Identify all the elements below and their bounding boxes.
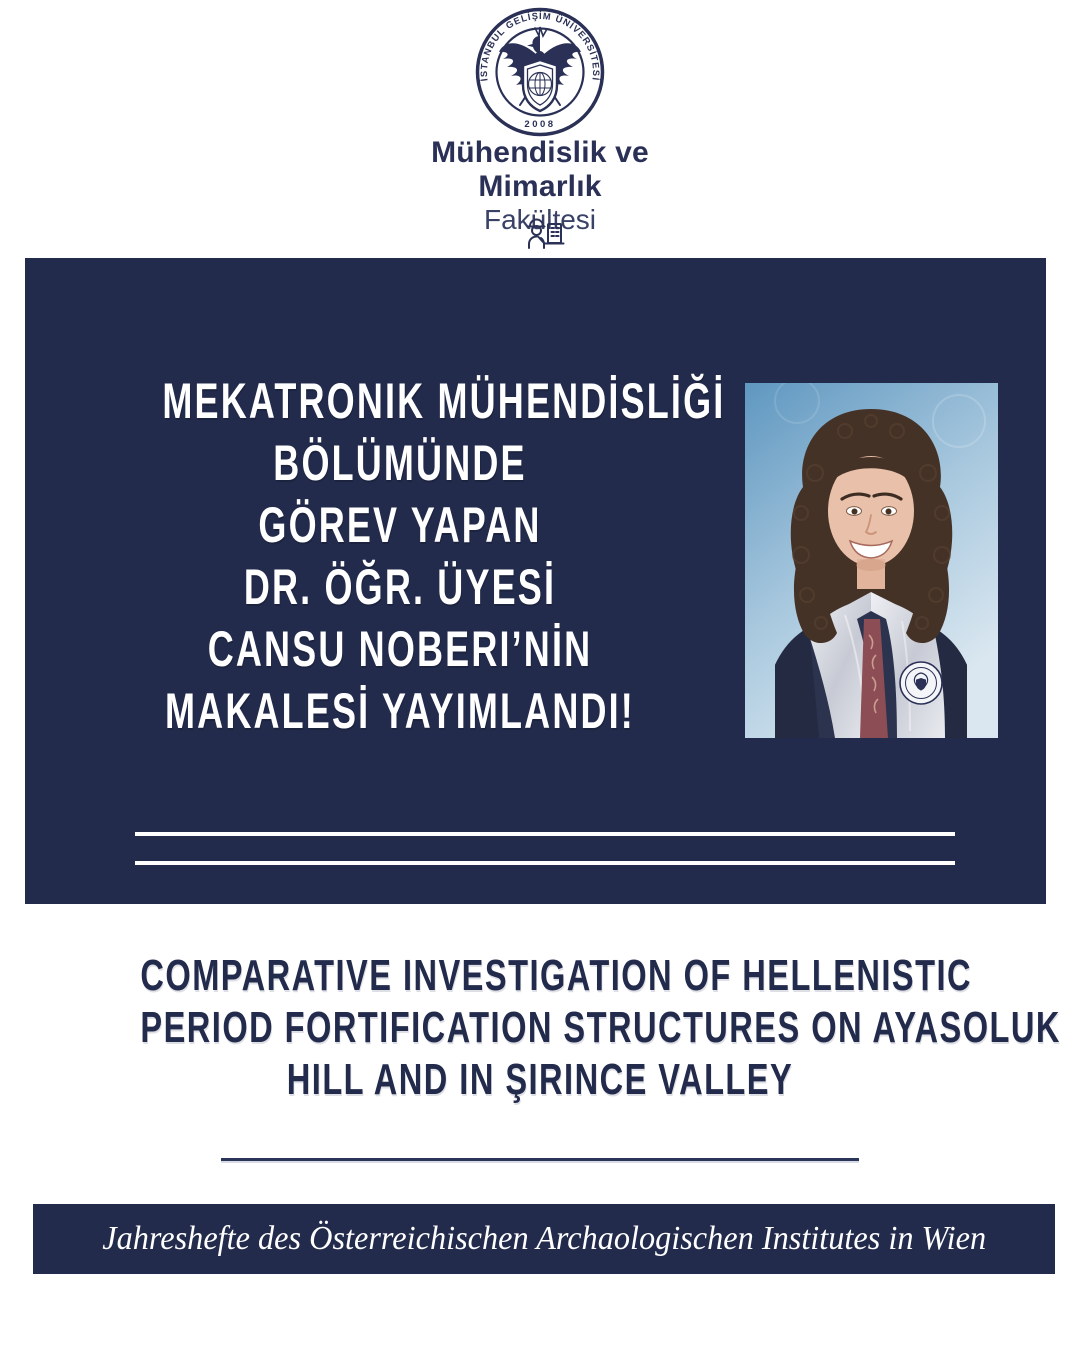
article-title xyxy=(0,950,1080,1106)
article-title-line: COMPARATIVE INVESTIGATION OF HELLENISTIC xyxy=(140,951,973,1000)
announcement-line: DR. ÖĞR. ÜYESİ xyxy=(243,559,557,615)
article-title-line: PERIOD FORTIFICATION STRUCTURES ON AYASOLUK xyxy=(140,1003,1061,1052)
announcement-headline xyxy=(70,370,730,742)
university-logo xyxy=(474,6,606,138)
article-title-line: HILL AND IN ŞIRINCE VALLEY xyxy=(286,1055,794,1104)
journal-name: Jahreshefte des Österreichischen Archaologischen Institutes in Wien xyxy=(102,1220,986,1257)
divider-line xyxy=(221,1158,859,1163)
announcement-line: CANSU NOBERI’NİN xyxy=(207,621,593,677)
university-badge-icon xyxy=(900,662,942,704)
faculty-name-line2: Mimarlık xyxy=(478,170,602,203)
faculty-name-line3: Fakültesi xyxy=(483,204,597,235)
logo-ring-text: İSTANBUL GELİŞİM ÜNİVERSİTESİ xyxy=(478,10,602,82)
portrait-photo xyxy=(745,383,998,738)
underline-rule-1 xyxy=(135,832,955,836)
underline-rule-2 xyxy=(135,861,955,865)
announcement-line: GÖREV YAPAN xyxy=(258,497,542,553)
logo-year: 2008 xyxy=(524,119,556,130)
university-seal-icon xyxy=(474,6,606,138)
announcement-line: BÖLÜMÜNDE xyxy=(273,435,527,491)
announcement-line: MAKALESİ YAYIMLANDI! xyxy=(165,683,635,739)
announcement-line: MEKATRONIK MÜHENDİSLİĞİ xyxy=(162,373,726,429)
journal-banner xyxy=(33,1204,1055,1274)
engineer-building-icon xyxy=(521,217,567,253)
faculty-name-line1: Mühendislik ve xyxy=(431,136,649,169)
announcement-panel xyxy=(25,258,1046,904)
